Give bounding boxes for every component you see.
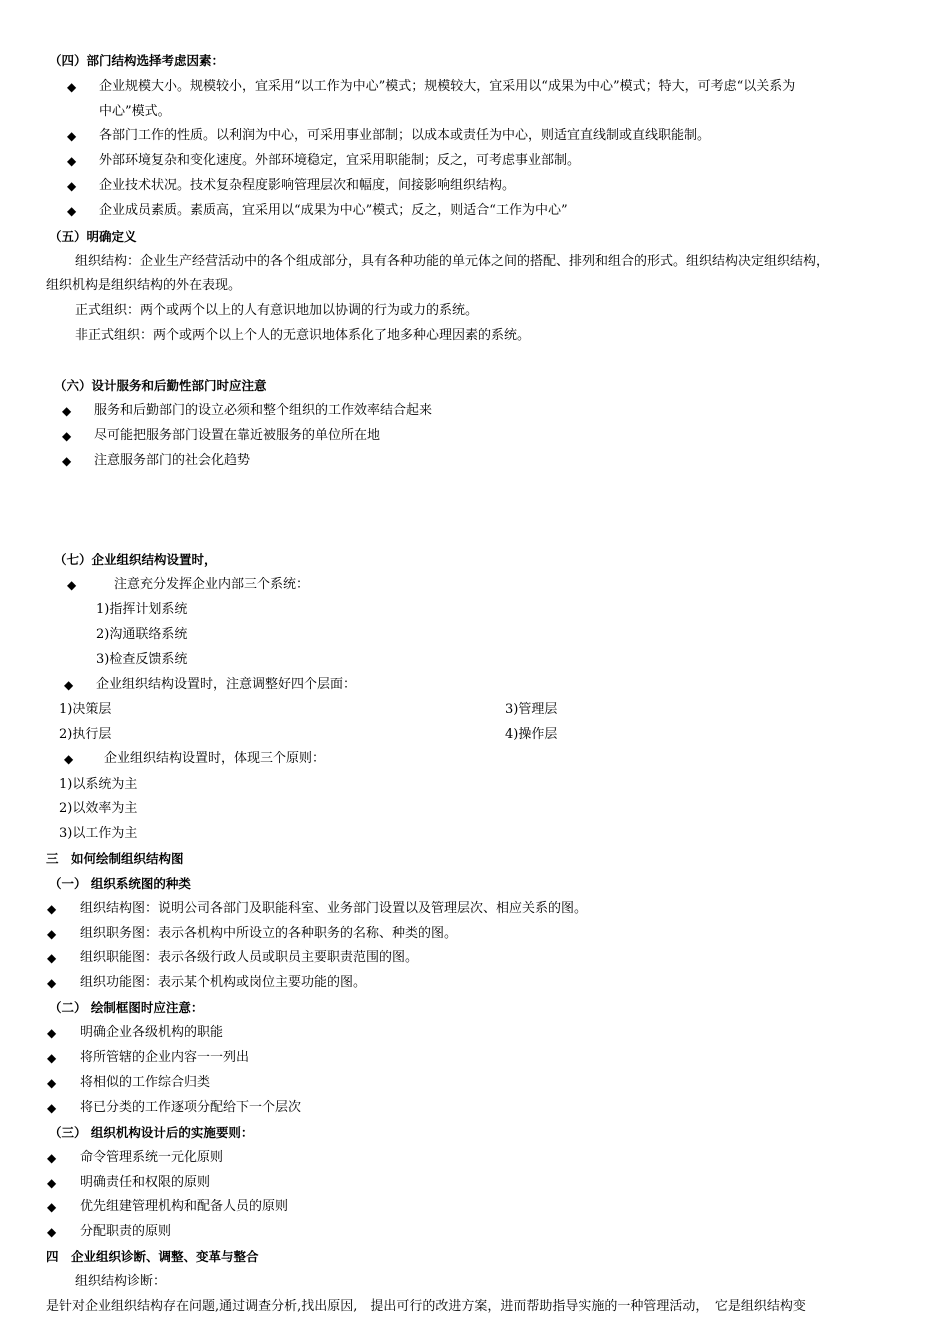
- principle-item: 3)以工作为主: [59, 826, 138, 841]
- subsection-heading: （二） 绘制框图时应注意：: [49, 1000, 204, 1015]
- list-item: 企业规模大小。规模较小，宜采用“以工作为中心”模式；规模较大，宜采用以“成果为中心”模式；特大，可考虑“以关系为: [99, 79, 796, 94]
- principle-item: 2)以效率为主: [59, 801, 138, 816]
- list-item: 企业组织结构设置时，注意调整好四个层面：: [96, 677, 357, 692]
- paragraph-label: 组织结构诊断：: [75, 1274, 167, 1289]
- bullet-icon: ◆: [67, 129, 77, 143]
- list-item: 分配职责的原则: [80, 1224, 172, 1239]
- bullet-icon: ◆: [67, 179, 77, 193]
- list-item: 将所管辖的企业内容一一列出: [80, 1050, 250, 1065]
- list-item: 服务和后勤部门的设立必须和整个组织的工作效率结合起来: [94, 403, 433, 418]
- paragraph: 正式组织：两个或两个以上的人有意识地加以协调的行为或力的系统。: [75, 303, 479, 318]
- list-item: 外部环境复杂和变化速度。外部环境稳定，宜采用职能制；反之，可考虑事业部制。: [99, 153, 581, 168]
- list-item: 将已分类的工作逐项分配给下一个层次: [80, 1100, 302, 1115]
- bullet-icon: ◆: [62, 429, 72, 443]
- layer-item: 1)决策层: [59, 702, 112, 717]
- list-item: 组织功能图：表示某个机构或岗位主要功能的图。: [80, 975, 367, 990]
- list-item: 企业技术状况。技术复杂程度影响管理层次和幅度，间接影响组织结构。: [99, 178, 516, 193]
- part-3-heading: 三 如何绘制组织结构图: [46, 851, 184, 866]
- section-5-heading: （五）明确定义: [49, 229, 137, 244]
- bullet-icon: ◆: [47, 1176, 57, 1190]
- list-item: 注意充分发挥企业内部三个系统：: [114, 577, 310, 592]
- bullet-icon: ◆: [62, 404, 72, 418]
- list-item: 明确企业各级机构的职能: [80, 1025, 224, 1040]
- list-item: 各部门工作的性质。以利润为中心，可采用事业部制；以成本或责任为中心，则适宜直线制或直线职能制。: [99, 128, 711, 143]
- system-item: 2)沟通联络系统: [96, 627, 188, 642]
- bullet-icon: ◆: [47, 1151, 57, 1165]
- bullet-icon: ◆: [47, 927, 57, 941]
- section-7-heading: （七）企业组织结构设置时，: [54, 552, 217, 567]
- bullet-icon: ◆: [67, 80, 77, 94]
- bullet-icon: ◆: [47, 1026, 57, 1040]
- list-item: 组织职能图：表示各级行政人员或职员主要职责范围的图。: [80, 950, 419, 965]
- bullet-icon: ◆: [47, 902, 57, 916]
- layer-item: 4)操作层: [505, 727, 558, 742]
- list-item: 命令管理系统一元化原则: [80, 1150, 224, 1165]
- paragraph: 组织结构：企业生产经营活动中的各个组成部分，具有各种功能的单元体之间的搭配、排列和组合的形式。组织结构决定组织结构，: [75, 254, 830, 269]
- list-item: 企业成员素质。素质高，宜采用以“成果为中心”模式；反之，则适合“工作为中心”: [99, 203, 568, 218]
- layer-item: 3)管理层: [505, 702, 558, 717]
- list-item: 组织职务图：表示各机构中所设立的各种职务的名称、种类的图。: [80, 926, 458, 941]
- bullet-icon: ◆: [64, 678, 74, 692]
- list-item: 将相似的工作综合归类: [80, 1075, 211, 1090]
- list-item-continuation: 中心”模式。: [99, 104, 171, 119]
- bullet-icon: ◆: [67, 154, 77, 168]
- subsection-heading: （三） 组织机构设计后的实施要则：: [49, 1125, 254, 1140]
- list-item: 优先组建管理机构和配备人员的原则: [80, 1199, 289, 1214]
- list-item: 企业组织结构设置时，体现三个原则：: [104, 751, 326, 766]
- paragraph: 是针对企业组织结构存在问题,通过调查分析,找出原因, 提出可行的改进方案，进而帮助指导实施的一种管理活动， 它是组织结构变: [46, 1299, 806, 1314]
- subsection-heading: （一） 组织系统图的种类: [49, 876, 191, 891]
- paragraph: 非正式组织：两个或两个以上个人的无意识地体系化了地多种心理因素的系统。: [75, 328, 531, 343]
- section-4-heading: （四）部门结构选择考虑因素：: [49, 53, 225, 68]
- part-4-heading: 四 企业组织诊断、调整、变革与整合: [46, 1249, 259, 1264]
- bullet-icon: ◆: [47, 1225, 57, 1239]
- system-item: 1)指挥计划系统: [96, 602, 188, 617]
- bullet-icon: ◆: [47, 1200, 57, 1214]
- bullet-icon: ◆: [47, 951, 57, 965]
- list-item: 组织结构图：说明公司各部门及职能科室、业务部门设置以及管理层次、相应关系的图。: [80, 901, 588, 916]
- bullet-icon: ◆: [47, 976, 57, 990]
- bullet-icon: ◆: [47, 1051, 57, 1065]
- layer-item: 2)执行层: [59, 727, 112, 742]
- list-item: 明确责任和权限的原则: [80, 1175, 211, 1190]
- bullet-icon: ◆: [47, 1101, 57, 1115]
- principle-item: 1)以系统为主: [59, 777, 138, 792]
- system-item: 3)检查反馈系统: [96, 652, 188, 667]
- list-item: 尽可能把服务部门设置在靠近被服务的单位所在地: [94, 428, 381, 443]
- bullet-icon: ◆: [47, 1076, 57, 1090]
- bullet-icon: ◆: [67, 578, 77, 592]
- paragraph-continuation: 组织机构是组织结构的外在表现。: [46, 278, 242, 293]
- section-6-heading: （六）设计服务和后勤性部门时应注意: [54, 378, 267, 393]
- bullet-icon: ◆: [62, 454, 72, 468]
- list-item: 注意服务部门的社会化趋势: [94, 453, 251, 468]
- bullet-icon: ◆: [67, 204, 77, 218]
- bullet-icon: ◆: [64, 752, 74, 766]
